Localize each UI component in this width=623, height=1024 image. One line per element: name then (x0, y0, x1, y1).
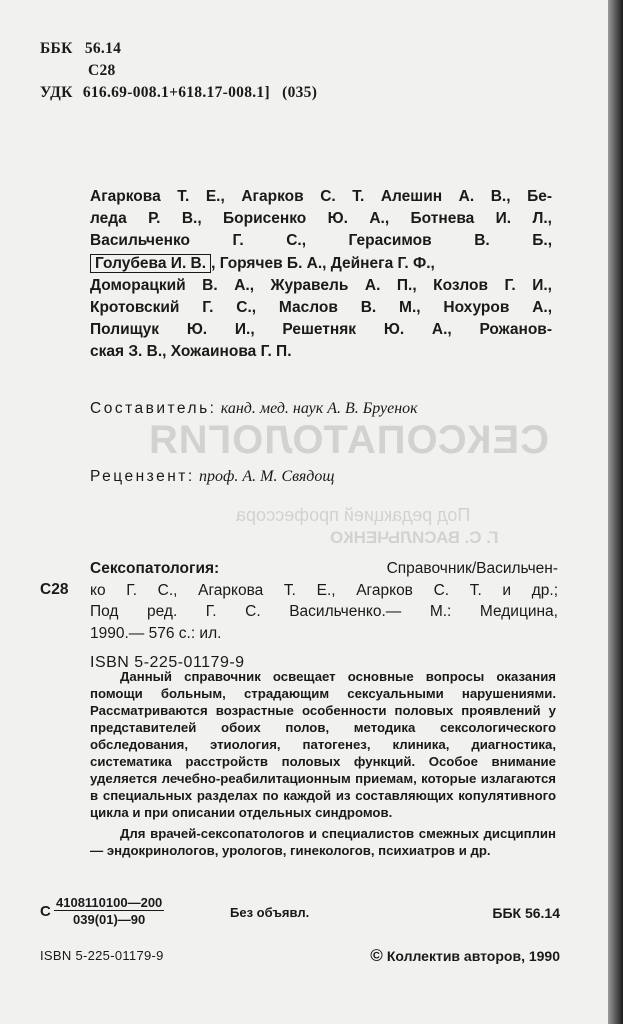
catalog-line-2: ко Г. С., Агаркова Т. Е., Агарков С. Т. и др.; (90, 581, 558, 599)
bbk-value: 56.14 (84, 40, 122, 57)
compiler-value: канд. мед. наук А. В. Бруенок (220, 400, 418, 417)
imprint-denominator: 039(01)—90 (73, 912, 146, 927)
authors-line: Горячев Б. А., Дейнега Г. Ф., (219, 254, 435, 272)
catalog-line-1 (90, 558, 558, 580)
authors-line: Доморацкий В. А., Журавель А. П., Козлов Г. И., (90, 276, 552, 294)
annotation-paragraph-2: Для врачей-сексопатологов и специалистов смежных дисциплин — эндокринологов, урологов, гинекологов, психиатров и др. (90, 826, 556, 858)
authors-line: Агаркова Т. Е., Агарков С. Т. Алешин А. В., Бе- (90, 188, 552, 205)
bbk-line (40, 40, 121, 58)
imprint-no-announcement: Без объявл. (230, 905, 310, 920)
authors-line-with-box: Голубева И. В. , Горячев Б. А., Дейнега Г. Ф., (90, 253, 552, 275)
reviewer-value: проф. А. М. Свядощ (199, 468, 335, 485)
authors-line: Полищук Ю. И., Решетняк Ю. А., Рожанов- (90, 321, 552, 339)
reviewer-line (90, 468, 334, 486)
catalog-subtitle: Справочник/Васильчен- (386, 560, 558, 577)
catalog-line-3: Под ред. Г. С. Васильченко.— М.: Медицина, (90, 603, 558, 620)
authors-line: леда Р. В., Борисенко Ю. А., Ботнева И. Л., (90, 210, 552, 228)
reviewer-label: Рецензент: (90, 468, 195, 485)
show-through-editor: Г. С. ВАСИЛЬЧЕНКО (330, 528, 499, 547)
udk-extra: (035) (282, 84, 318, 101)
annotation (90, 668, 556, 859)
imprint-copyright (370, 946, 560, 966)
imprint-bbk: ББК 56.14 (492, 905, 560, 921)
compiler-line (90, 400, 418, 418)
authors-list (90, 186, 552, 364)
catalog-title: Сексопатология: (90, 560, 220, 577)
udk-value: 616.69-008.1+618.17-008.1] (82, 84, 270, 101)
compiler-label: Составитель: (90, 400, 217, 417)
catalog-card (40, 558, 560, 674)
catalog-description (90, 558, 558, 644)
udk-line (40, 84, 317, 102)
imprint-code-row (40, 895, 560, 935)
boxed-author-name: Голубева И. В. (90, 254, 211, 273)
authors-line: Кротовский Г. С., Маслов В. М., Нохуров А., (90, 299, 552, 317)
bbk-label: ББК (40, 40, 73, 57)
copyright-icon: © (370, 946, 383, 965)
imprint-c-letter: С (40, 903, 51, 920)
catalog-isbn: ISBN 5-225-01179-9 (90, 654, 245, 671)
authors-line: Васильченко Г. С., Герасимов В. Б., (90, 232, 552, 250)
copyright-text: Коллектив авторов, 1990 (386, 948, 560, 964)
catalog-line-4: 1990.— 576 с.: ил. (90, 624, 222, 642)
show-through-title: СЕКСОПАТОЛОГИЯ (148, 418, 550, 462)
imprint-fraction (54, 895, 164, 927)
catalog-code: С28 (40, 581, 69, 598)
annotation-paragraph-1: Данный справочник освещает основные вопросы оказания помощи больным, страдающим сексуальными нарушениями. Рассматриваются возрастные особенности половых проявлений у представителей обоих полов, методика сексологического обследования, этиология, патогенез, клиника, диагностика, систематика расстройств половых функций. Особое внимание уделяется лечебно-реабилитационным приемам, которые излагаются в специальных разделах по каждой из составляющих копулятивного цикла и при описании отдельных синдромов. (90, 669, 556, 820)
author-sign: С28 (88, 62, 116, 79)
imprint-numerator: 4108110100—200 (56, 895, 163, 910)
book-spine-edge (608, 0, 623, 1024)
show-through-subtitle: Под редакцией профессора (236, 505, 471, 525)
authors-line: ская З. В., Хожаинова Г. П. (90, 343, 292, 361)
imprint-isbn: ISBN 5-225-01179-9 (40, 948, 164, 963)
udk-label: УДК (40, 84, 73, 101)
